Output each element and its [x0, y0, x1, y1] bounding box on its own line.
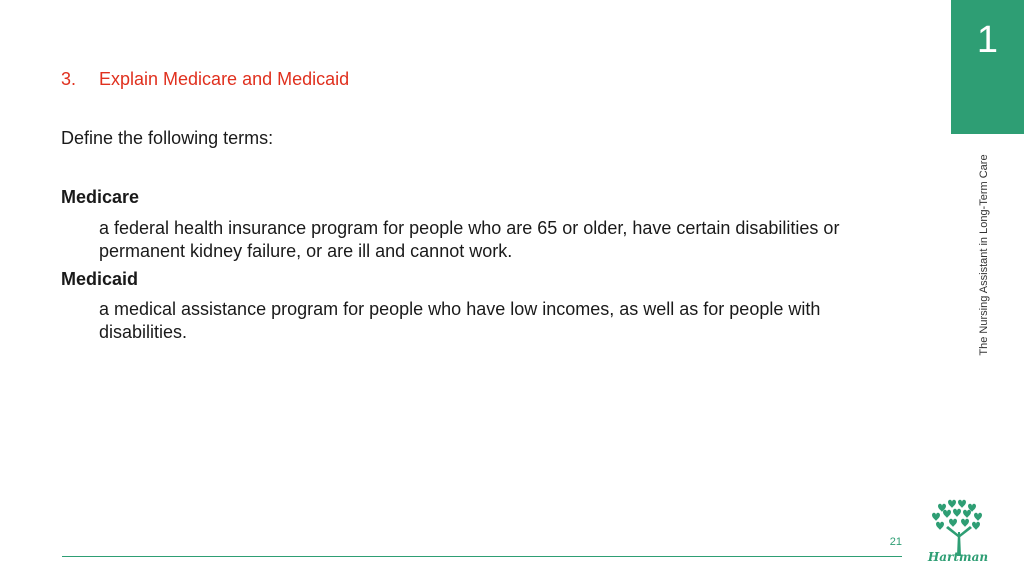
footer-divider [62, 556, 902, 557]
chapter-number-tab [951, 0, 1024, 134]
section-number: 3. [61, 69, 77, 89]
term-medicaid: Medicaid [61, 269, 139, 289]
book-title-vertical: The Nursing Assistant in Long-Term Care [978, 154, 990, 356]
section-heading [61, 69, 349, 90]
term-medicare: Medicare [61, 187, 140, 207]
section-title: Explain Medicare and Medicaid [99, 69, 350, 89]
chapter-number: 1 [976, 19, 999, 61]
logo-wordmark: Hartman [927, 550, 989, 564]
definition-medicare: a federal health insurance program for people who are 65 or older, have certain disabilities or permanent kidney failure, or are ill and cannot work. [99, 218, 840, 261]
definition-medicaid: a medical assistance program for people who have low incomes, as well as for people with disabilities. [99, 299, 821, 342]
page-number: 21 [889, 536, 902, 548]
intro-text: Define the following terms: [61, 128, 274, 148]
